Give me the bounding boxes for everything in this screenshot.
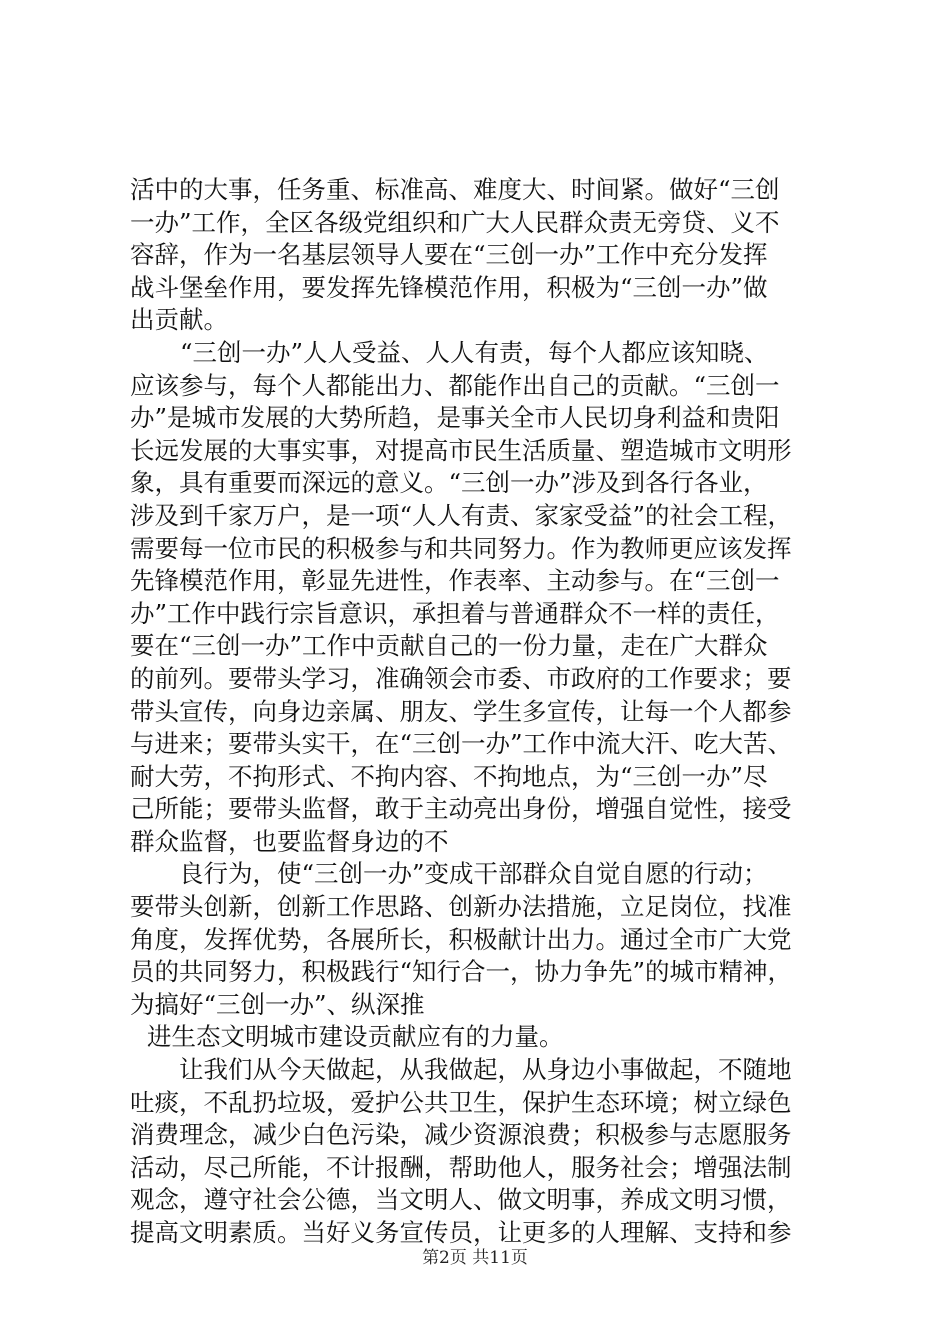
text-line: 良行为，使“三创一办”变成干部群众自觉自愿的行动；: [179, 859, 768, 889]
text-line: 让我们从今天做起，从我做起，从身边小事做起，不随地: [179, 1055, 792, 1085]
text-line: 己所能；要带头监督，敢于主动亮出身份，增强自觉性，接受: [130, 794, 792, 824]
text-line: 活中的大事，任务重、标准高、难度大、时间紧。做好“三创: [130, 175, 780, 204]
text-line: 办”是城市发展的大势所趋，是事关全市人民切身利益和贵阳: [130, 403, 780, 433]
text-line: 耐大劳，不拘形式、不拘内容、不拘地点，为“三创一办”尽: [130, 761, 768, 791]
text-line: 一办”工作，全区各级党组织和广大人民群众责无旁贷、义不: [130, 207, 780, 237]
text-line: 象，具有重要而深远的意义。“三创一办”涉及到各行各业，: [130, 468, 768, 498]
text-line: 涉及到千家万户，是一项“人人有责、家家受益”的社会工程，: [130, 500, 793, 530]
document-body: [130, 174, 830, 1250]
text-line: 消费理念，减少白色污染，减少资源浪费；积极参与志愿服务: [130, 1120, 792, 1150]
text-line: 战斗堡垒作用，要发挥先锋模范作用，积极为“三创一办”做: [130, 272, 768, 302]
text-line: “三创一办”人人受益、人人有责，每个人都应该知晓、: [180, 337, 769, 367]
text-line: 员的共同努力，积极践行“知行合一，协力争先”的城市精神，: [130, 957, 793, 987]
text-line: 角度，发挥优势，各展所长，积极献计出力。通过全市广大党: [130, 924, 792, 954]
text-line: 办”工作中践行宗旨意识，承担着与普通群众不一样的责任，: [130, 598, 780, 628]
text-line: 观念，遵守社会公德，当文明人、做文明事，养成文明习惯，: [130, 1185, 792, 1215]
text-line: 吐痰，不乱扔垃圾，爱护公共卫生，保护生态环境；树立绿色: [130, 1087, 792, 1117]
text-line: 容辞，作为一名基层领导人要在“三创一办”工作中充分发挥: [130, 240, 768, 270]
text-line: 应该参与，每个人都能出力、都能作出自己的贡献。“三创一: [130, 370, 780, 400]
text-line: 为搞好“三创一办”、纵深推: [130, 989, 425, 1019]
text-line: 要在“三创一办”工作中贡献自己的一份力量，走在广大群众: [130, 631, 768, 661]
text-line: 出贡献。: [130, 305, 228, 335]
text-line: 带头宣传，向身边亲属、朋友、学生多宣传，让每一个人都参: [130, 696, 792, 726]
text-line: 活动，尽己所能，不计报酬，帮助他人，服务社会；增强法制: [130, 1152, 792, 1182]
text-line: 提高文明素质。当好义务宣传员，让更多的人理解、支持和参: [130, 1218, 792, 1247]
text-line: 先锋模范作用，彰显先进性，作表率、主动参与。在“三创一: [130, 566, 780, 596]
text-line: 要带头创新，创新工作思路、创新办法措施，立足岗位，找准: [130, 892, 792, 922]
text-line: 群众监督，也要监督身边的不: [130, 826, 449, 856]
text-line: 长远发展的大事实事，对提高市民生活质量、塑造城市文明形: [130, 435, 792, 465]
page-number-footer: 第2页 共11页: [422, 1248, 528, 1268]
text-line: 进生态文明城市建设贡献应有的力量。: [147, 1022, 564, 1052]
text-line: 需要每一位市民的积极参与和共同努力。作为教师更应该发挥: [130, 533, 792, 563]
text-line: 与进来；要带头实干，在“三创一办”工作中流大汗、吃大苦、: [130, 729, 793, 759]
text-line: 的前列。要带头学习，准确领会市委、市政府的工作要求；要: [130, 663, 792, 693]
